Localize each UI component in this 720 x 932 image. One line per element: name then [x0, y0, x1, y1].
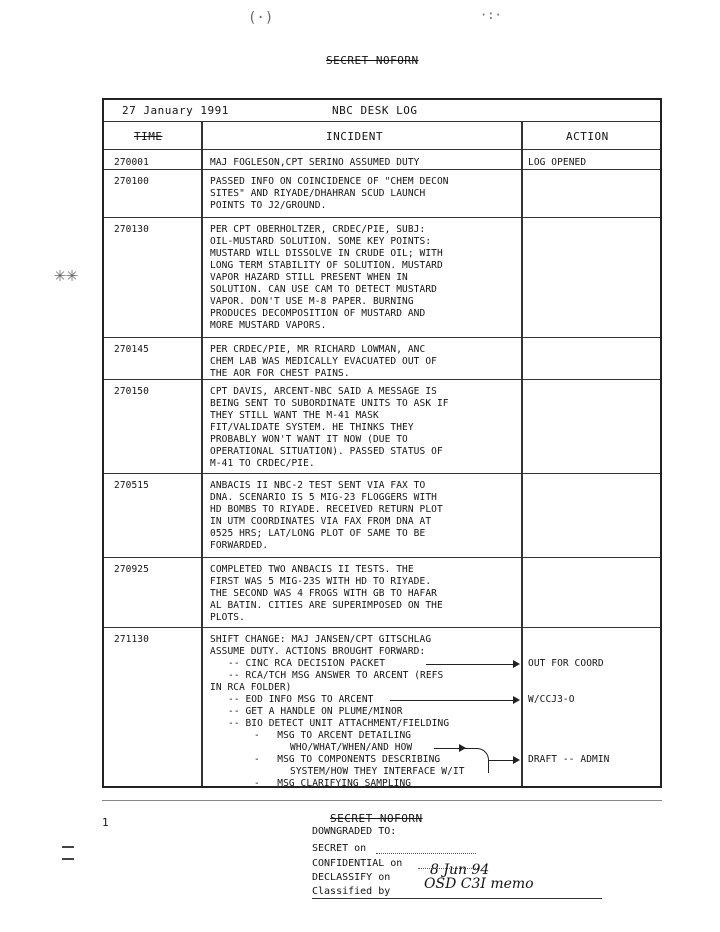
col-incident-header: INCIDENT — [326, 130, 383, 143]
bottom-rule — [102, 800, 662, 801]
log-row — [104, 218, 660, 338]
entry-time: 270130 — [114, 224, 149, 235]
arrow-line — [434, 748, 464, 749]
col-action-header: ACTION — [566, 130, 609, 143]
entry-incident: PER CPT OBERHOLTZER, CRDEC/PIE, SUBJ: OIL-MUSTARD SOLUTION. SOME KEY POINTS: MUSTARD WILL DISSOLVE IN CRUDE OIL; WITH LONG TERM STABILITY OF SOLUTION. MUSTARD VAPOR HAZARD STILL PRESENT WHEN IN SOLUTION. CAN USE CAM TO DETECT MUSTARD VAPOR. DON'T USE M-8 PAPER. BURNING PRODUCES DECOMPOSITION OF MUSTARD AND MORE MUSTARD VAPORS. — [210, 224, 443, 331]
arrow-line — [488, 760, 518, 761]
action-ccj3: W/CCJ3-O — [528, 694, 575, 705]
action-item: -- RCA/TCH MSG ANSWER TO ARCENT (REFS — [228, 670, 444, 681]
classified-by-handwritten: OSD C3I memo — [424, 876, 534, 892]
declassify-on: DECLASSIFY on — [312, 872, 391, 883]
nbc-desk-log-table — [102, 98, 662, 788]
log-row — [104, 558, 660, 628]
downgraded-to: DOWNGRADED TO: — [312, 826, 397, 837]
classified-by: Classified by — [312, 886, 391, 897]
entry-time: 270925 — [114, 564, 149, 575]
entry-time: 270515 — [114, 480, 149, 491]
scan-mark: ·:· — [480, 8, 502, 22]
classification-bottom: SECRET NOFORN — [330, 812, 423, 825]
arrow-line — [426, 664, 518, 665]
log-row — [104, 154, 660, 170]
scan-mark: (·) — [248, 10, 274, 26]
arrow-curve — [464, 748, 489, 773]
action-item: - MSG TO ARCENT DETAILING — [254, 730, 412, 741]
entry-incident: PER CRDEC/PIE, MR RICHARD LOWMAN, ANC CHEM LAB WAS MEDICALLY EVACUATED OUT OF THE AOR FOR CHEST PAINS. — [210, 344, 437, 379]
confidential-on: CONFIDENTIAL on — [312, 858, 403, 869]
log-row — [104, 474, 660, 558]
entry-action: LOG OPENED — [528, 157, 587, 168]
action-item: WHO/WHAT/WHEN/AND HOW — [290, 742, 413, 753]
declassify-date-handwritten: 8 Jun 94 — [430, 862, 490, 878]
action-out-for-coord: OUT FOR COORD — [528, 658, 604, 669]
entry-time: 270100 — [114, 176, 149, 187]
entry-time: 270150 — [114, 386, 149, 397]
margin-mark — [62, 846, 74, 848]
entry-incident: COMPLETED TWO ANBACIS II TESTS. THE FIRST WAS 5 MIG-23S WITH HD TO RIYADE. THE SECOND WAS 4 FROGS WITH GB TO HAFAR AL BATIN. CITIES ARE SUPERIMPOSED ON THE PLOTS. — [210, 564, 443, 623]
log-row — [104, 380, 660, 474]
action-item: -- BIO DETECT UNIT ATTACHMENT/FIELDING — [228, 718, 450, 729]
page-number: 1 — [102, 816, 109, 829]
signature-line — [312, 898, 602, 899]
margin-mark — [62, 858, 74, 860]
secret-on: SECRET on — [312, 843, 367, 854]
entry-time: 270001 — [114, 157, 149, 168]
classification-top: SECRET NOFORN — [326, 54, 419, 67]
col-time-header: TIME — [134, 130, 163, 143]
entry-incident: MAJ FOGLESON,CPT SERINO ASSUMED DUTY — [210, 157, 420, 168]
action-draft-admin: DRAFT -- ADMIN — [528, 754, 610, 765]
entry-incident: CPT DAVIS, ARCENT-NBC SAID A MESSAGE IS BEING SENT TO SUBORDINATE UNITS TO ASK IF THEY STILL WANT THE M-41 MASK FIT/VALIDATE SYSTEM. HE THINKS THEY PROBABLY WON'T WANT IT NOW (DUE TO OPERATIONAL SITUATION). PASSED STATUS OF M-41 TO CRDEC/PIE. — [210, 386, 449, 469]
action-item: - MSG TO COMPONENTS DESCRIBING — [254, 754, 441, 765]
entry-incident: ANBACIS II NBC-2 TEST SENT VIA FAX TO DNA. SCENARIO IS 5 MIG-23 FLOGGERS WITH HD BOMBS TO RIYADE. RECEIVED RETURN PLOT IN UTM COORDINATES VIA FAX FROM DNA AT 0525 HRS; LAT/LONG PLOT OF SAME TO BE FORWARDED. — [210, 480, 443, 551]
action-item: IN RCA FOLDER) — [210, 682, 292, 693]
entry-incident: PASSED INFO ON COINCIDENCE OF "CHEM DECON SITES" AND RIYADE/DHAHRAN SCUD LAUNCH POINTS TO J2/GROUND. — [210, 176, 449, 211]
log-header-row — [104, 100, 660, 122]
log-title: NBC DESK LOG — [332, 104, 418, 117]
log-date: 27 January 1991 — [122, 104, 229, 117]
log-row-shift-change — [104, 628, 660, 788]
fill-line — [376, 853, 476, 854]
log-row — [104, 170, 660, 218]
column-header-row — [104, 122, 660, 150]
log-row — [104, 338, 660, 380]
action-item: SYSTEM/HOW THEY INTERFACE W/IT — [290, 766, 465, 777]
margin-scribble: ✳✳ — [54, 262, 79, 286]
action-item: -- GET A HANDLE ON PLUME/MINOR — [228, 706, 403, 717]
action-item: - MSG CLARIFYING SAMPLING — [254, 778, 412, 789]
shift-intro: SHIFT CHANGE: MAJ JANSEN/CPT GITSCHLAG ASSUME DUTY. ACTIONS BROUGHT FORWARD: — [210, 634, 432, 657]
action-item: -- EOD INFO MSG TO ARCENT — [228, 694, 374, 705]
entry-time: 270145 — [114, 344, 149, 355]
entry-time: 271130 — [114, 634, 149, 645]
arrow-line — [390, 700, 518, 701]
action-item: -- CINC RCA DECISION PACKET — [228, 658, 386, 669]
